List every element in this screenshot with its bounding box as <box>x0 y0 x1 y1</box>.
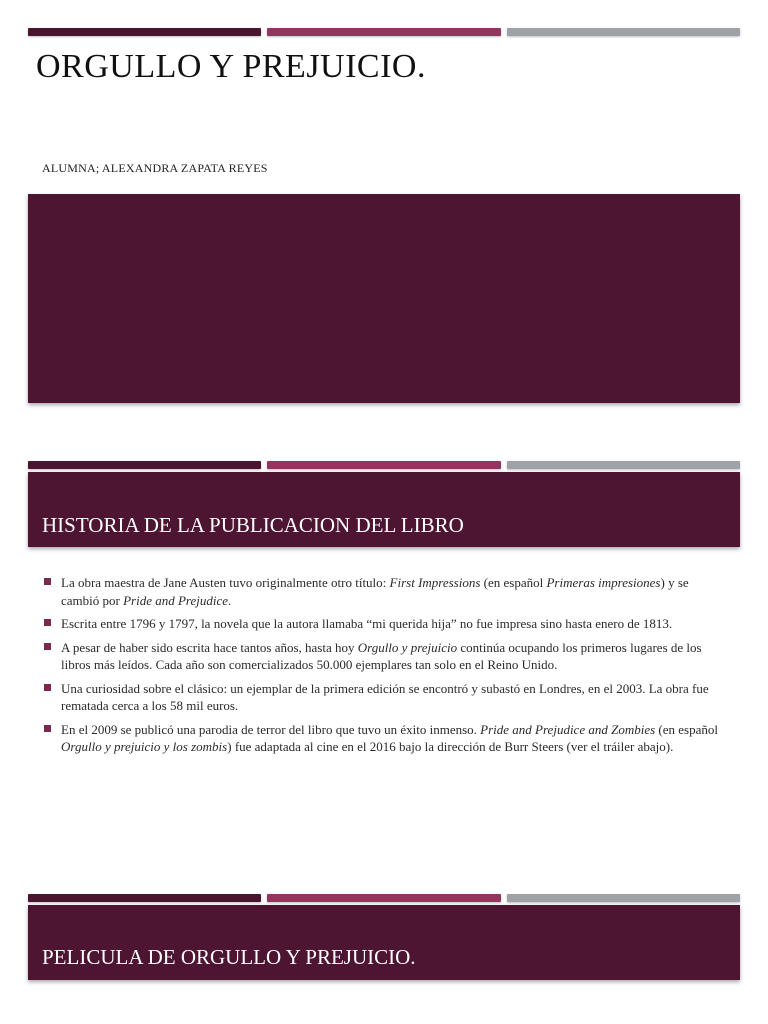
bullet-text: ) y se cambió por <box>61 575 689 608</box>
accent-bar-plum <box>267 461 500 469</box>
slide1-subtitle: ALUMNA; ALEXANDRA ZAPATA REYES <box>42 161 268 175</box>
bullet-item <box>42 639 718 674</box>
bullet-text: continúa ocupando los primeros lugares de los libros más leídos. Cada año son comercializados 50.000 ejemplares tan solo en el Reino Unido. <box>61 639 702 672</box>
accent-bar-maroon <box>28 894 261 902</box>
slide1-maroon-panel <box>28 194 740 403</box>
bullet-text: ) fue adaptada al cine en el 2016 bajo la dirección de Burr Steers (ver el tráiler abajo). <box>227 739 674 754</box>
bullet-text-italic: Orgullo y prejuicio <box>357 639 458 655</box>
bullet-text: . <box>228 592 232 608</box>
bullet-text: (en español <box>655 721 718 737</box>
bullet-text: En el 2009 se publicó una parodia de terror del libro que tuvo un éxito inmenso. <box>61 721 481 737</box>
accent-bar-gray <box>507 28 740 36</box>
accent-bar-gray <box>507 894 740 902</box>
slide2-heading: HISTORIA DE LA PUBLICACION DEL LIBRO <box>42 513 464 537</box>
bullet-text-italic: Pride and Prejudice and Zombies <box>480 721 656 737</box>
square-bullet-icon <box>44 619 51 626</box>
square-bullet-icon <box>44 725 51 732</box>
square-bullet-icon <box>44 578 51 585</box>
accent-bar-plum <box>267 894 500 902</box>
accent-bar-gray <box>507 461 740 469</box>
slide3-heading: PELICULA DE ORGULLO Y PREJUICIO. <box>42 945 416 969</box>
square-bullet-icon <box>44 684 51 691</box>
bullet-text: Escrita entre 1796 y 1797, la novela que la autora llamaba “mi querida hija” no fue impresa sino hasta enero de 1813. <box>61 616 673 631</box>
slide2-accent-bars <box>28 461 740 469</box>
bullet-text: (en español <box>480 575 547 590</box>
bullet-text-italic: Primeras impresiones <box>546 575 661 590</box>
bullet-item <box>42 615 718 633</box>
accent-bar-maroon <box>28 461 261 469</box>
square-bullet-icon <box>44 643 51 650</box>
bullet-text-italic: Orgullo y prejuicio y los zombis <box>61 739 228 754</box>
slide3-header-panel <box>28 905 740 980</box>
slide2-header-panel <box>28 472 740 547</box>
bullet-text: Una curiosidad sobre el clásico: un ejemplar de la primera edición se encontró y subastó en Londres, en el 2003. La obra fue rematada cerca a los 58 mil euros. <box>61 680 709 713</box>
slide1-accent-bars <box>28 28 740 36</box>
bullet-text: A pesar de haber sido escrita hace tantos años, hasta hoy <box>61 639 358 655</box>
bullet-item <box>42 680 718 715</box>
accent-bar-plum <box>267 28 500 36</box>
bullet-text-italic: Pride and Prejudice <box>123 592 229 608</box>
slide3-accent-bars <box>28 894 740 902</box>
bullet-item <box>42 574 718 609</box>
bullet-item <box>42 721 718 756</box>
accent-bar-maroon <box>28 28 261 36</box>
bullet-text-italic: First Impressions <box>389 575 481 590</box>
bullet-text: La obra maestra de Jane Austen tuvo originalmente otro título: <box>61 575 390 590</box>
slide1-title: ORGULLO Y PREJUICIO. <box>36 48 426 85</box>
slide2-bullet-list <box>42 574 718 762</box>
